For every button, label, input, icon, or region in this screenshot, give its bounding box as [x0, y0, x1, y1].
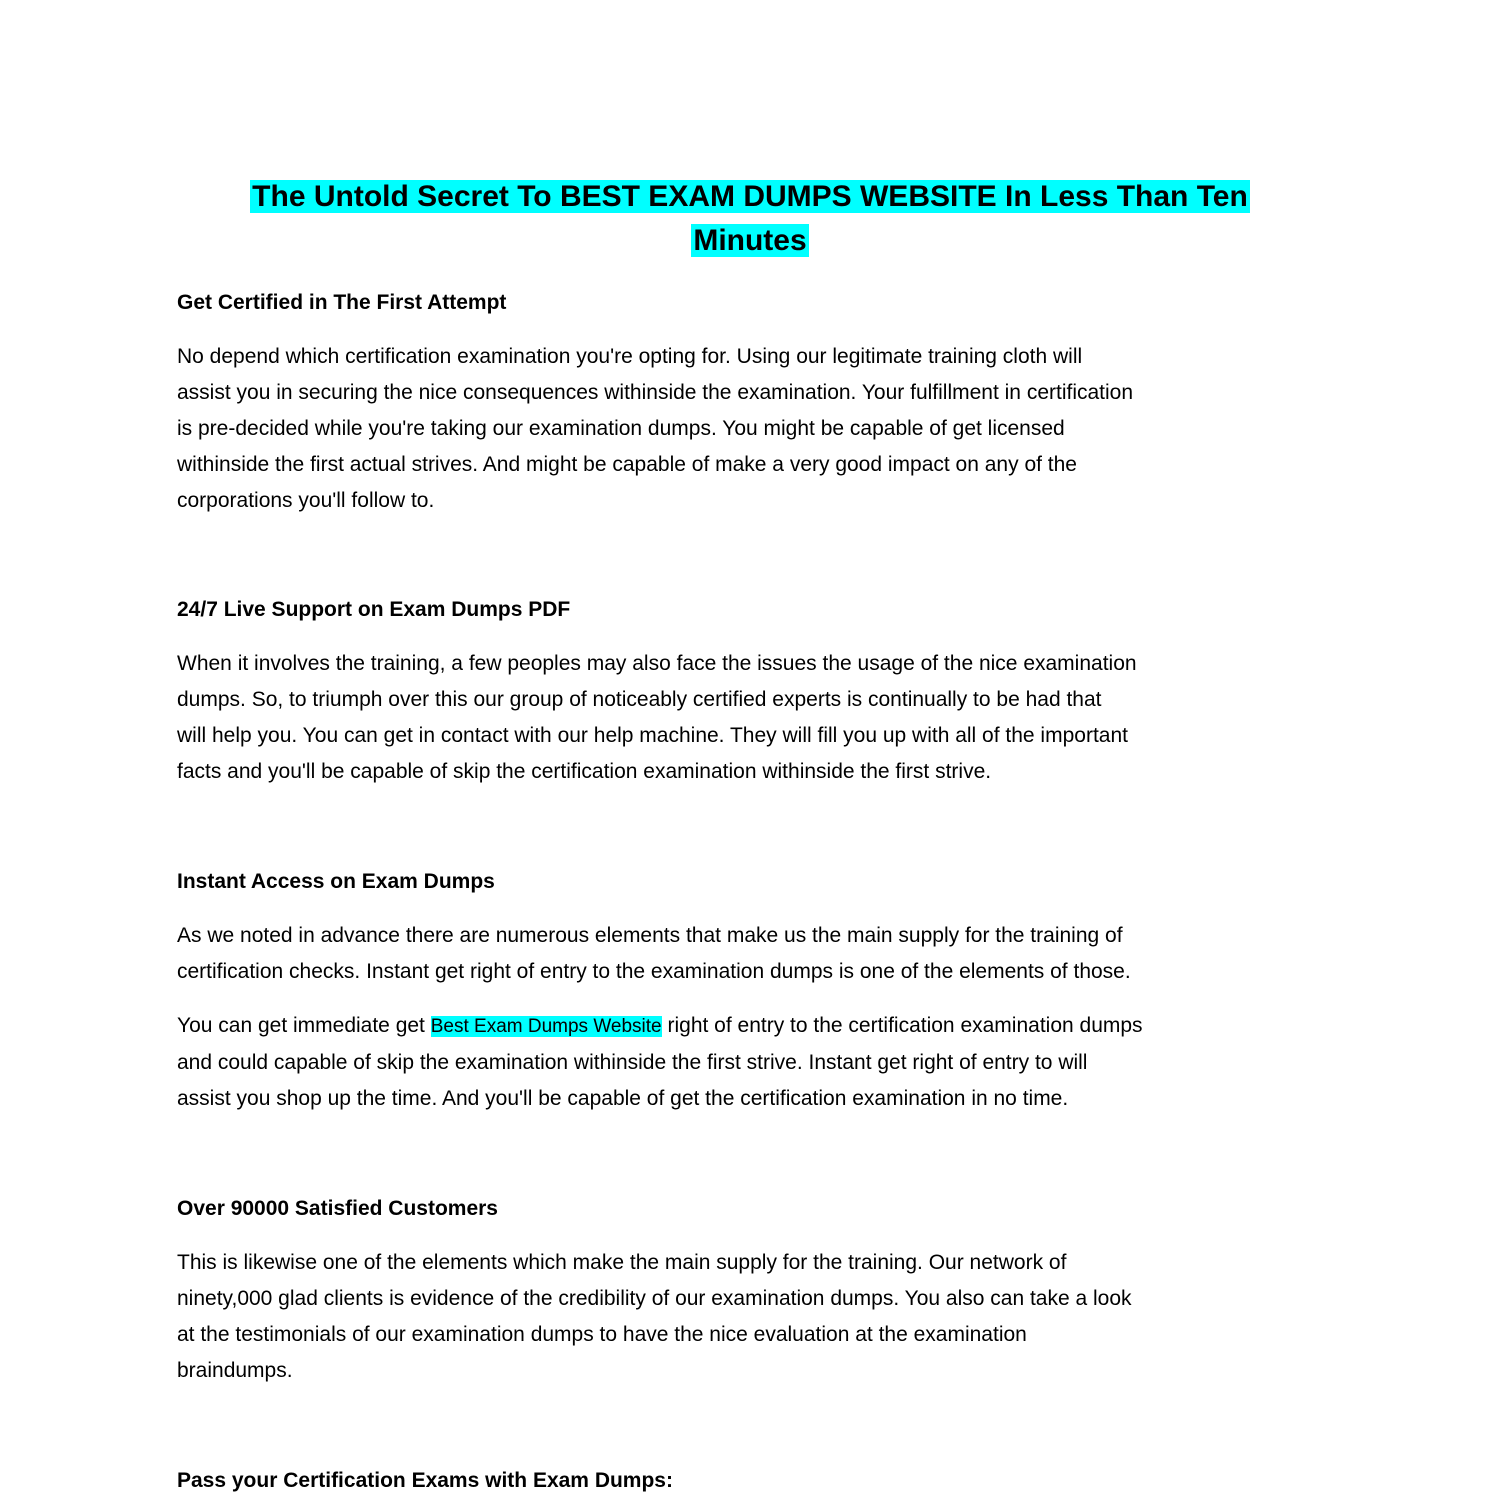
document-title — [0, 175, 1500, 263]
section-paragraph — [177, 1008, 1337, 1117]
section-pass-exams — [177, 1467, 1337, 1495]
text-line: ninety,000 glad clients is evidence of the credibility of our examination dumps. You also can take a look — [177, 1287, 1132, 1310]
text-line: When it involves the training, a few peoples may also face the issues the usage of the nice examination — [177, 652, 1137, 675]
section-paragraph — [177, 339, 1337, 519]
section-heading: Over 90000 Satisfied Customers — [177, 1197, 498, 1220]
text-line: No depend which certification examination you're opting for. Using our legitimate training cloth will — [177, 345, 1083, 368]
text-line: As we noted in advance there are numerous elements that make us the main supply for the training of — [177, 924, 1123, 947]
text-line: will help you. You can get in contact with our help machine. They will fill you up with all of the important — [177, 724, 1128, 747]
text-line: and could capable of skip the examination withinside the first strive. Instant get right of entry to will — [177, 1051, 1088, 1074]
text-line: assist you in securing the nice consequences withinside the examination. Your fulfillment in certification — [177, 381, 1134, 404]
section-paragraph — [177, 918, 1337, 990]
text-line: withinside the first actual strives. And might be capable of make a very good impact on any of the — [177, 453, 1077, 476]
text-line: assist you shop up the time. And you'll be capable of get the certification examination in no time. — [177, 1087, 1069, 1110]
text-line: facts and you'll be capable of skip the certification examination withinside the first strive. — [177, 760, 992, 783]
text-line: This is likewise one of the elements which make the main supply for the training. Our network of — [177, 1251, 1067, 1274]
text-line: braindumps. — [177, 1359, 293, 1382]
section-get-certified — [177, 289, 1337, 519]
best-exam-dumps-link[interactable]: Best Exam Dumps Website — [430, 1016, 662, 1037]
section-heading: 24/7 Live Support on Exam Dumps PDF — [177, 598, 571, 621]
section-paragraph — [177, 646, 1337, 790]
text-fragment: You can get immediate get — [177, 1014, 431, 1037]
section-heading: Get Certified in The First Attempt — [177, 291, 507, 314]
text-line: corporations you'll follow to. — [177, 489, 435, 512]
text-line: at the testimonials of our examination dumps to have the nice evaluation at the examination — [177, 1323, 1027, 1346]
text-fragment: right of entry to the certification examination dumps — [661, 1014, 1143, 1037]
title-line: The Untold Secret To BEST EXAM DUMPS WEBSITE In Less Than Ten — [252, 180, 1248, 213]
text-line: certification checks. Instant get right of entry to the examination dumps is one of the elements of those. — [177, 960, 1131, 983]
section-live-support — [177, 596, 1337, 790]
section-heading: Instant Access on Exam Dumps — [177, 870, 495, 893]
title-line: Minutes — [693, 224, 807, 257]
text-line: dumps. So, to triumph over this our group of noticeably certified experts is continually to be had that — [177, 688, 1102, 711]
text-line: is pre-decided while you're taking our examination dumps. You might be capable of get licensed — [177, 417, 1065, 440]
section-heading: Pass your Certification Exams with Exam Dumps: — [177, 1469, 673, 1492]
section-paragraph — [177, 1245, 1337, 1389]
section-instant-access — [177, 868, 1337, 1117]
text-line — [177, 1008, 1337, 1045]
section-satisfied-customers — [177, 1195, 1337, 1389]
